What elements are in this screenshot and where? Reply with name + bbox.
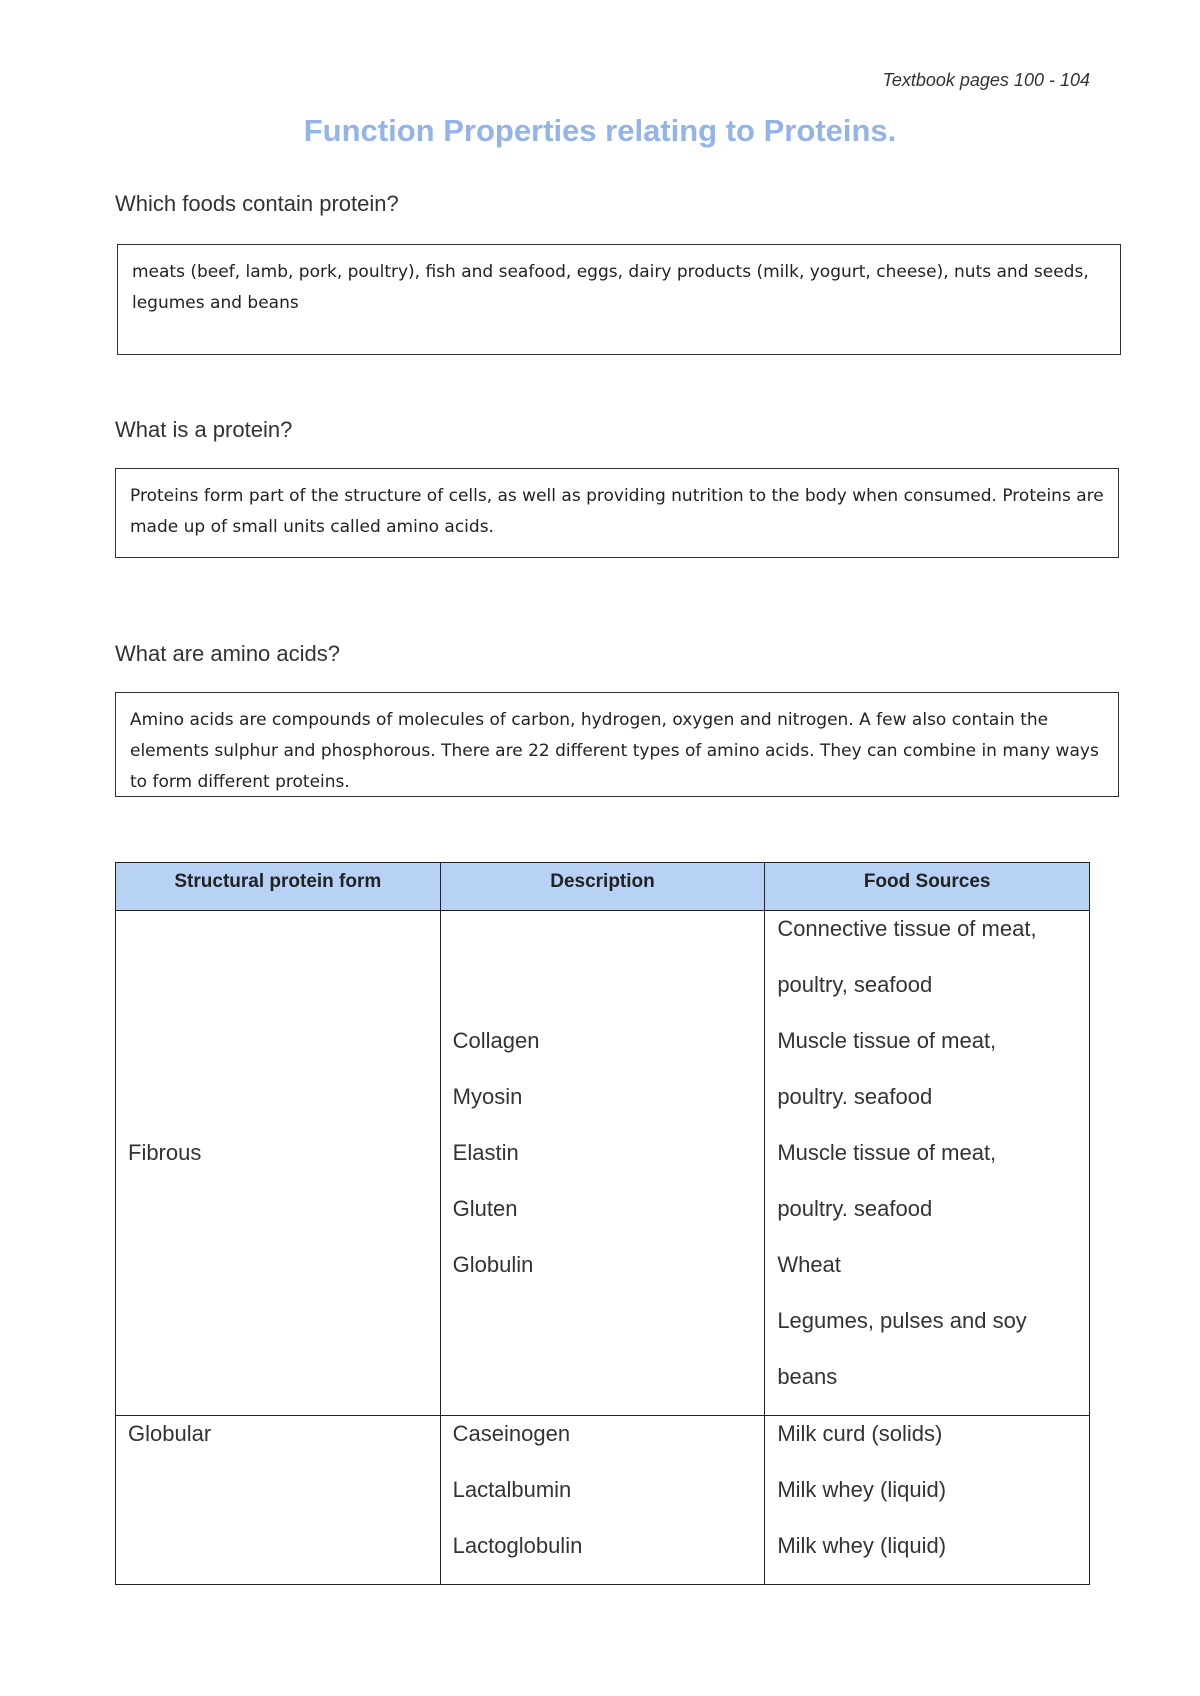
food-source-line: poultry. seafood bbox=[777, 1196, 933, 1221]
description-item: Collagen bbox=[452, 1027, 540, 1053]
description-cell bbox=[440, 911, 765, 1416]
question-amino-acids: What are amino acids? bbox=[115, 641, 340, 666]
food-source-line: Wheat bbox=[777, 1252, 841, 1277]
food-source-line: Muscle tissue of meat, bbox=[777, 1140, 997, 1165]
food-source-line: Milk whey (liquid) bbox=[777, 1477, 947, 1502]
form-cell bbox=[116, 911, 441, 1416]
form-name: Globular bbox=[128, 1421, 212, 1446]
table-header-row bbox=[116, 863, 1090, 911]
question-what-is-protein: What is a protein? bbox=[115, 417, 293, 442]
description-item: Lactoglobulin bbox=[452, 1533, 583, 1558]
answer-what-is-protein[interactable] bbox=[115, 468, 1119, 558]
answer-foods-with-protein[interactable] bbox=[117, 244, 1121, 355]
form-cell bbox=[116, 1416, 441, 1585]
food-source-line: beans bbox=[777, 1364, 838, 1389]
food-source-line: Connective tissue of meat, bbox=[777, 916, 1037, 941]
food-sources-cell bbox=[765, 1416, 1090, 1585]
form-name: Fibrous bbox=[128, 1139, 202, 1165]
answer-text: Proteins form part of the structure of cells, as well as providing nutrition to the body when consumed. Proteins are made up of small units called amino acids. bbox=[130, 486, 1104, 537]
description-item: Myosin bbox=[452, 1083, 523, 1109]
food-sources-cell bbox=[765, 911, 1090, 1416]
food-source-line: Muscle tissue of meat, bbox=[777, 1028, 997, 1053]
description-item: Gluten bbox=[452, 1195, 518, 1221]
food-source-line: Milk whey (liquid) bbox=[777, 1533, 947, 1558]
column-header-description: Description bbox=[440, 863, 765, 911]
textbook-reference: Textbook pages 100 - 104 bbox=[882, 70, 1090, 90]
description-item: Globulin bbox=[452, 1251, 534, 1277]
table-row bbox=[116, 1416, 1090, 1585]
column-header-form: Structural protein form bbox=[116, 863, 441, 911]
description-item: Elastin bbox=[452, 1139, 519, 1165]
table-row bbox=[116, 911, 1090, 1416]
answer-amino-acids[interactable] bbox=[115, 692, 1119, 797]
food-source-line: Legumes, pulses and soy bbox=[777, 1308, 1027, 1333]
food-source-line: Milk curd (solids) bbox=[777, 1421, 943, 1446]
food-source-line: poultry, seafood bbox=[777, 972, 933, 997]
question-foods-with-protein: Which foods contain protein? bbox=[115, 191, 399, 216]
food-source-line: poultry. seafood bbox=[777, 1084, 933, 1109]
answer-text: meats (beef, lamb, pork, poultry), fish and seafood, eggs, dairy products (milk, yogurt, cheese), nuts and seeds, legumes and beans bbox=[132, 262, 1089, 313]
description-item: Lactalbumin bbox=[452, 1477, 572, 1502]
description-cell bbox=[440, 1416, 765, 1585]
column-header-food-sources: Food Sources bbox=[765, 863, 1090, 911]
protein-forms-table bbox=[115, 862, 1090, 1585]
answer-text: Amino acids are compounds of molecules of carbon, hydrogen, oxygen and nitrogen. A few also contain the elements sulphur and phosphorous. There are 22 different types of amino acids. They can combine in many ways to form different proteins. bbox=[130, 710, 1099, 792]
page-title: Function Properties relating to Proteins. bbox=[303, 113, 897, 148]
description-item: Caseinogen bbox=[452, 1421, 571, 1446]
